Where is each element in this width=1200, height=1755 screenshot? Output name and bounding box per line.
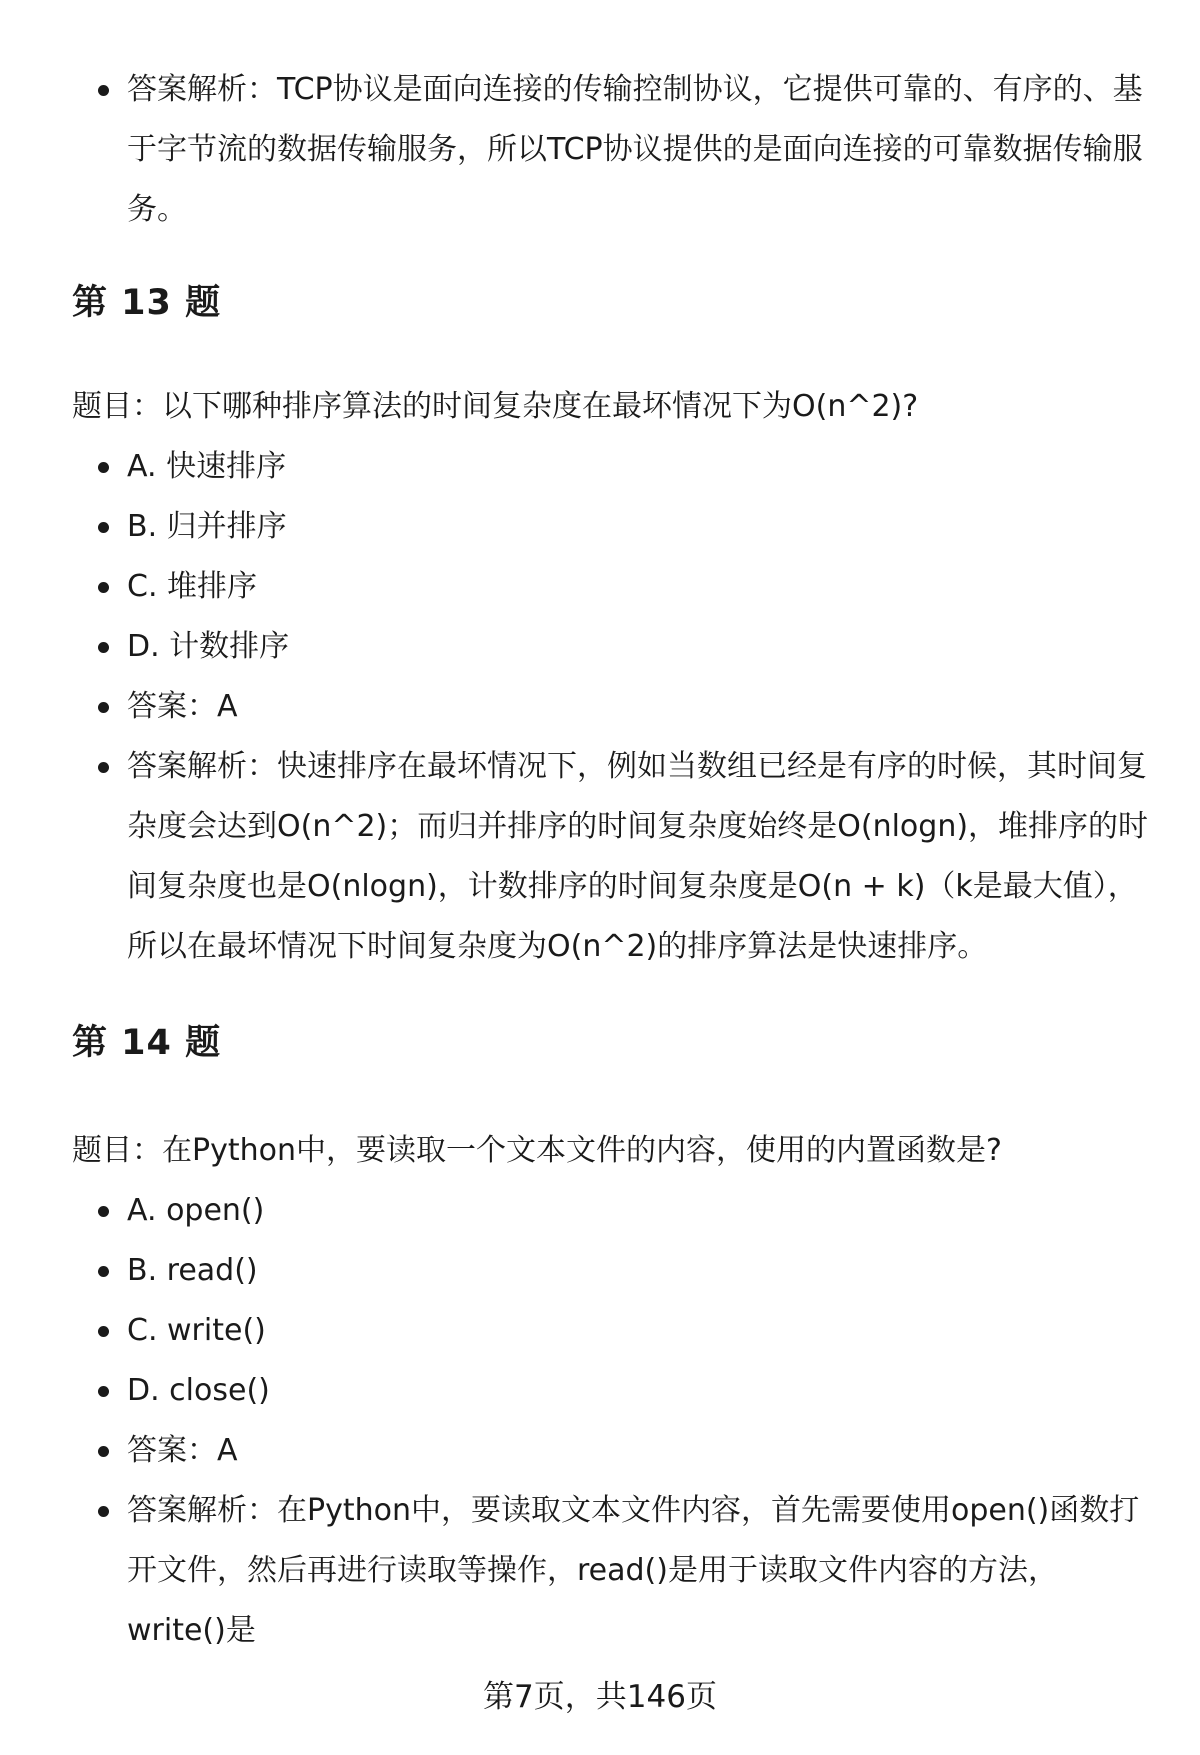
question-prompt: 题目：在Python中，要读取一个文本文件的内容，使用的内置函数是? [72,1133,1002,1168]
bullet-icon [98,1506,109,1517]
page-number: 第7页，共146页 [483,1679,717,1715]
option-b: B. read() [127,1253,258,1288]
bullet-icon [98,762,109,773]
option-c: C. 堆排序 [127,569,258,604]
option-d: D. 计数排序 [127,629,290,664]
option-c: C. write() [127,1313,266,1348]
list-item [72,1241,1152,1301]
q14-options-list [72,1181,1152,1661]
bullet-icon [98,1446,109,1457]
question-heading: 第 14 题 [72,1023,222,1063]
bullet-icon [98,582,109,593]
document-page [72,60,1152,1661]
list-item [72,60,1152,240]
bullet-icon [98,1386,109,1397]
q13-options-list [72,437,1152,977]
list-item [72,1481,1152,1661]
list-item [72,1181,1152,1241]
list-item [72,1301,1152,1361]
bullet-icon [98,1266,109,1277]
option-d: D. close() [127,1373,270,1408]
list-item [72,557,1152,617]
q12-tail-list [72,60,1152,240]
answer-text: 答案：A [127,689,238,724]
option-a: A. 快速排序 [127,449,287,484]
bullet-icon [98,1206,109,1217]
bullet-icon [98,702,109,713]
analysis-text: 答案解析：TCP协议是面向连接的传输控制协议，它提供可靠的、有序的、基于字节流的数据传输服务，所以TCP协议提供的是面向连接的可靠数据传输服务。 [127,72,1143,227]
list-item [72,1361,1152,1421]
bullet-icon [98,85,109,96]
option-a: A. open() [127,1193,265,1228]
list-item [72,677,1152,737]
list-item [72,617,1152,677]
bullet-icon [98,522,109,533]
answer-text: 答案：A [127,1433,238,1468]
bullet-icon [98,1326,109,1337]
question-heading: 第 13 题 [72,283,222,323]
list-item [72,437,1152,497]
list-item [72,1421,1152,1481]
analysis-text: 答案解析：在Python中，要读取文本文件内容，首先需要使用open()函数打开文件，然后再进行读取等操作，read()是用于读取文件内容的方法，write()是 [127,1493,1140,1648]
option-b: B. 归并排序 [127,509,287,544]
bullet-icon [98,462,109,473]
analysis-text: 答案解析：快速排序在最坏情况下，例如当数组已经是有序的时候，其时间复杂度会达到O(n^2)；而归并排序的时间复杂度始终是O(nlogn)，堆排序的时间复杂度也是O(nlogn)，计数排序的时间复杂度是O(n + k)（k是最大值），所以在最坏情况下时间复杂度为O(n^2)的排序算法是快速排序。 [127,749,1149,964]
bullet-icon [98,642,109,653]
list-item [72,737,1152,977]
question-prompt: 题目：以下哪种排序算法的时间复杂度在最坏情况下为O(n^2)? [72,389,919,424]
list-item [72,497,1152,557]
